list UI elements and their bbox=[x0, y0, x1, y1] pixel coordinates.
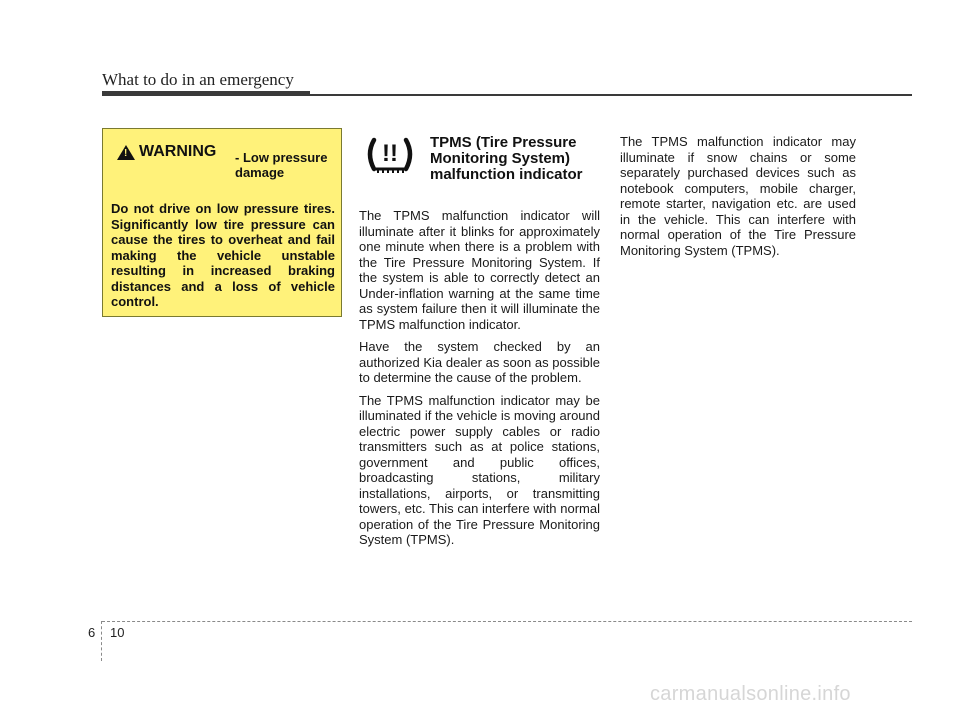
tpms-column-right bbox=[620, 134, 856, 265]
chapter-number: 6 bbox=[88, 625, 96, 640]
tpms-heading: TPMS (Tire Pressure Monitoring System) malfunction indicator bbox=[430, 134, 583, 183]
header-rule bbox=[310, 94, 912, 96]
tpms-column-left bbox=[359, 208, 600, 555]
tpms-paragraph: Have the system checked by an authorized Kia dealer as soon as possible to determine the cause of the problem. bbox=[359, 339, 600, 385]
exclamation-icon: ! bbox=[124, 148, 128, 159]
tpms-paragraph: The TPMS malfunction indicator may be illuminated if the vehicle is moving around electric power supply cables or radio transmitters such as at police stations, government and public offices, broadcasting stations, military installations, airports, or transmitting towers, etc. This can interfere with normal operation of the Tire Pressure Monitoring System (TPMS). bbox=[359, 392, 600, 547]
svg-text:!!: !! bbox=[382, 140, 398, 167]
warning-box bbox=[102, 128, 342, 317]
watermark: carmanualsonline.info bbox=[650, 683, 851, 705]
tpms-paragraph: The TPMS malfunction indicator will illuminate after it blinks for approximately one minute when there is a problem with the Tire Pressure Monitoring System. If the system is able to correctly detect an Under-inflation warning at the same time as system failure then it will illuminate the TPMS malfunction indicator. bbox=[359, 208, 600, 332]
header-accent-bar bbox=[102, 91, 310, 96]
tpms-warning-icon bbox=[364, 136, 416, 176]
warning-body: Do not drive on low pressure tires. Significantly low tire pressure can cause the tires to overheat and fail making the vehicle unstable resulting in increased braking distances and a loss of vehicle control. bbox=[111, 201, 335, 309]
warning-subtitle: - Low pressure damage bbox=[235, 150, 328, 180]
tpms-paragraph: The TPMS malfunction indicator may illuminate if snow chains or some separately purchased devices such as notebook computers, mobile charger, remote starter, navigation etc. are used in the vehicle. This can interfere with normal operation of the Tire Pressure Monitoring System (TPMS). bbox=[620, 134, 856, 258]
warning-title: WARNING bbox=[139, 143, 217, 160]
footer-divider bbox=[101, 621, 102, 661]
section-title: What to do in an emergency bbox=[102, 70, 294, 89]
footer-rule bbox=[102, 621, 912, 622]
page-number: 10 bbox=[110, 625, 125, 640]
